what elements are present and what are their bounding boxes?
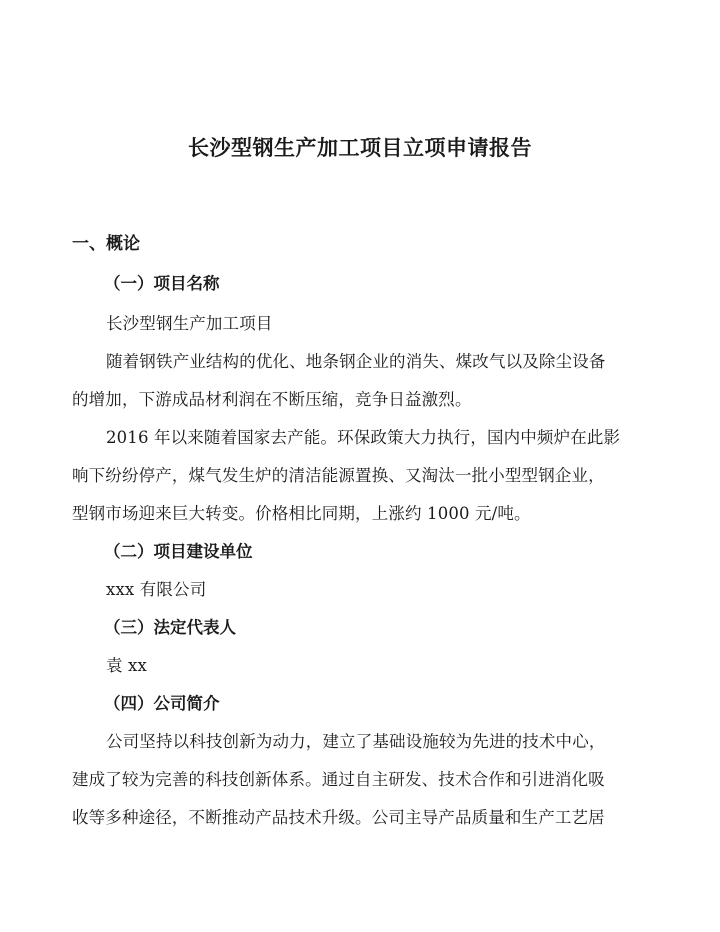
paragraph-3-line-1: 公司坚持以科技创新为动力，建立了基础设施较为先进的技术中心， xyxy=(106,732,606,751)
paragraph-1-line-1: 随着钢铁产业结构的优化、地条钢企业的消失、煤改气以及除尘设备 xyxy=(106,352,606,371)
paragraph-3-line-2: 建成了较为完善的科技创新体系。通过自主研发、技术合作和引进消化吸 xyxy=(72,770,605,789)
subsection-heading-legal-representative: （三）法定代表人 xyxy=(104,618,236,637)
paragraph-1-line-2: 的增加，下游成品材利润在不断压缩，竞争日益激烈。 xyxy=(72,390,472,409)
section-heading-overview: 一、概论 xyxy=(72,234,140,254)
paragraph-2-line-2: 响下纷纷停产，煤气发生炉的清洁能源置换、又淘汰一批小型型钢企业， xyxy=(72,466,605,485)
paragraph-2-line-1: 2016 年以来随着国家去产能。环保政策大力执行，国内中频炉在此影 xyxy=(106,428,621,447)
subsection-heading-project-name: （一）项目名称 xyxy=(104,274,220,293)
company-name-text: xxx 有限公司 xyxy=(106,580,207,599)
subsection-heading-construction-unit: （二）项目建设单位 xyxy=(104,542,253,561)
paragraph-2-line-3: 型钢市场迎来巨大转变。价格相比同期，上涨约 1000 元/吨。 xyxy=(72,504,531,523)
subsection-heading-company-profile: （四）公司简介 xyxy=(104,694,220,713)
paragraph-3-line-3: 收等多种途径，不断推动产品技术升级。公司主导产品质量和生产工艺居 xyxy=(72,808,605,827)
representative-text: 袁 xx xyxy=(106,656,147,675)
document-title: 长沙型钢生产加工项目立项申请报告 xyxy=(188,135,532,160)
project-name-text: 长沙型钢生产加工项目 xyxy=(106,314,273,333)
